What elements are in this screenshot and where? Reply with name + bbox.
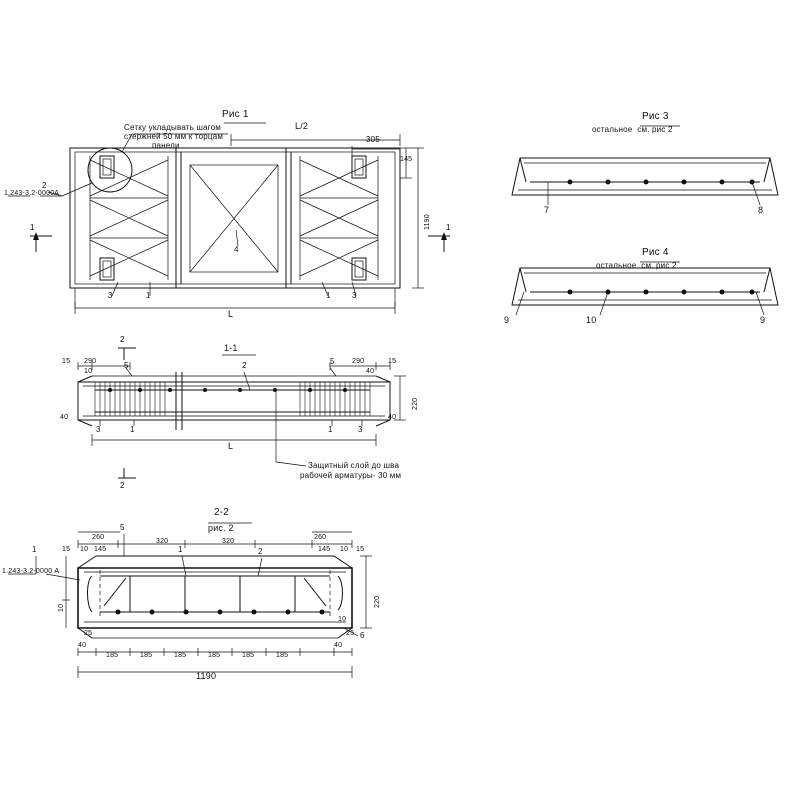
section-11-mark-1-right: 1 xyxy=(328,425,333,434)
section-22-dim-40-left: 40 xyxy=(78,642,87,649)
ref-code-top: 1.243-3.2-0000А xyxy=(4,190,60,197)
fig1-dim-145: 145 xyxy=(400,156,413,163)
section-22-dim-10-right: 10 xyxy=(340,546,349,553)
fig1-mark-3-left: 3 xyxy=(108,291,113,300)
fig1-mark-4: 4 xyxy=(234,245,239,254)
section-22-dim-15-right: 15 xyxy=(356,546,365,553)
fig1-dim-1190: 1190 xyxy=(424,214,431,230)
section-22-dim-185-c: 185 xyxy=(174,652,187,659)
section-11-dim-15-right: 15 xyxy=(388,358,397,365)
section-22-dim-145-right: 145 xyxy=(318,546,331,553)
section-11-mark-2-bottom: 2 xyxy=(120,481,125,490)
section-11-dim-290-left: 290 xyxy=(84,358,97,365)
fig1-mark-3-right: 3 xyxy=(352,291,357,300)
callout-pos-2-top: 2 xyxy=(42,181,47,190)
section-11-mark-1-left: 1 xyxy=(130,425,135,434)
fig4-note: остальное см. рис 2 xyxy=(596,261,677,270)
fig3-note: остальное см. рис 2 xyxy=(592,125,673,134)
note-mesh-line1: Сетку укладывать шагом xyxy=(124,123,222,132)
fig1-section-mark-left: 1 xyxy=(30,223,35,232)
section-22-dim-25-left: 25 xyxy=(84,630,93,637)
fig1-mark-1-left: 1 xyxy=(146,291,151,300)
ref-code-bottom: 1.243-3.2-0000 А xyxy=(2,568,60,575)
section-22-subtitle: рис. 2 xyxy=(208,523,234,533)
fig4-title: Рис 4 xyxy=(642,247,669,258)
fig4-mark-9-right: 9 xyxy=(760,315,766,325)
fig3-mark-7: 7 xyxy=(544,205,550,215)
section-22-dim-40-right: 40 xyxy=(334,642,343,649)
section-22-dim-185-a: 185 xyxy=(106,652,119,659)
fig1-dim-305: 305 xyxy=(366,135,380,144)
section-22-mark-1-left: 1 xyxy=(32,545,37,554)
section-22-dim-185-d: 185 xyxy=(208,652,221,659)
section-11-mark-3-left: 3 xyxy=(96,425,101,434)
section-11-dim-220: 220 xyxy=(412,397,419,410)
section-11-dim-15-left: 15 xyxy=(62,358,71,365)
note-cover-line2: рабочей арматуры- 30 мм xyxy=(300,471,402,480)
section-22-mark-6: 6 xyxy=(360,631,365,640)
fig4-mark-9-left: 9 xyxy=(504,315,510,325)
section-11-title: 1-1 xyxy=(224,343,238,353)
section-22-dim-185-b: 185 xyxy=(140,652,153,659)
section-22-dim-25-right: 25 xyxy=(346,630,355,637)
section-22-dim-185-e: 185 xyxy=(242,652,255,659)
section-22-dim-220: 220 xyxy=(374,595,381,608)
section-11-mark-5-left: 5 xyxy=(124,361,129,370)
fig1-mark-1-right: 1 xyxy=(326,291,331,300)
section-11-dim-40-left: 40 xyxy=(60,414,69,421)
section-22-title: 2-2 xyxy=(214,507,230,518)
section-11-dim-10-left: 10 xyxy=(84,368,93,375)
section-11-mark-2-top: 2 xyxy=(120,335,125,344)
note-mesh-line2: стержней 50 мм к торцам xyxy=(124,132,224,141)
section-22-dim-320-a: 320 xyxy=(156,538,169,545)
section-11-mark-5-right: 5 xyxy=(330,357,335,366)
note-mesh-line3: панели xyxy=(152,141,180,150)
section-11-dim-40-top: 40 xyxy=(366,368,375,375)
section-22-mark-5: 5 xyxy=(120,523,125,532)
section-11-dim-290-right: 290 xyxy=(352,358,365,365)
section-11-dim-40-right: 40 xyxy=(388,414,397,421)
fig3-mark-8: 8 xyxy=(758,205,764,215)
section-22-dim-10-right-side: 10 xyxy=(338,616,347,623)
section-22-dim-10-left: 10 xyxy=(80,546,89,553)
section-22-dim-260-left: 260 xyxy=(92,534,105,541)
section-22-dim-15-left: 15 xyxy=(62,546,71,553)
fig1-dim-half-length: L/2 xyxy=(295,121,309,131)
section-22-dim-145-left: 145 xyxy=(94,546,107,553)
fig1-section-mark-right: 1 xyxy=(446,223,451,232)
section-22-dim-1190: 1190 xyxy=(196,671,217,681)
fig3-title: Рис 3 xyxy=(642,111,669,122)
section-22-mark-1: 1 xyxy=(178,545,183,554)
section-11-mark-3-right: 3 xyxy=(358,425,363,434)
note-cover-line1: Защитный слой до шва xyxy=(308,461,400,470)
section-22-dim-320-b: 320 xyxy=(222,538,235,545)
section-22-mark-2: 2 xyxy=(258,547,263,556)
section-22-dim-185-f: 185 xyxy=(276,652,289,659)
fig1-dim-L: L xyxy=(228,309,234,319)
section-22-dim-10-left-side: 10 xyxy=(58,603,65,612)
section-11-dim-L: L xyxy=(228,441,234,451)
section-22-dim-260-right: 260 xyxy=(314,534,327,541)
fig4-mark-10: 10 xyxy=(586,315,597,325)
section-11-mark-2-mid: 2 xyxy=(242,361,247,370)
fig1-title: Рис 1 xyxy=(222,109,249,120)
